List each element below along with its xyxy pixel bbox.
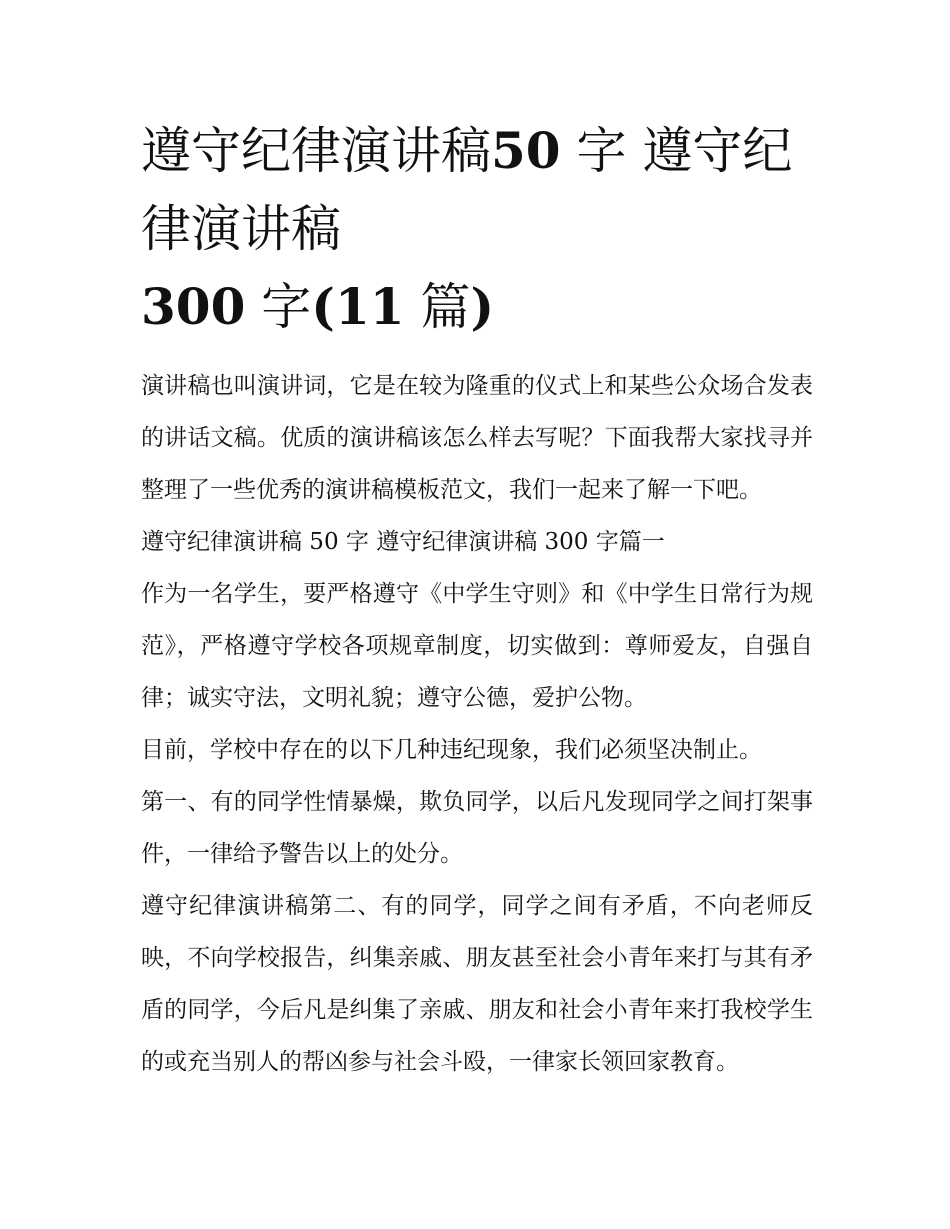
- title-part: ): [470, 277, 495, 336]
- section-heading: 遵守纪律演讲稿 50 字 遵守纪律演讲稿 300 字篇一: [141, 529, 665, 555]
- body-paragraph: 第一、有的同学性情暴燥，欺负同学，以后凡发现同学之间打架事件，一律给予警告以上的处分。: [141, 789, 813, 867]
- body-paragraph: 作为一名学生，要严格遵守《中学生守则》和《中学生日常行为规范》，严格遵守学校各项规章制度，切实做到：尊师爱友，自强自律；诚实守法，文明礼貌；遵守公德，爱护公物。: [141, 581, 813, 711]
- title-part: 字 遵守纪律演讲稿: [141, 122, 793, 258]
- document-title: [141, 112, 813, 346]
- title-part: 300: [141, 277, 246, 336]
- title-part: 字: [245, 278, 312, 336]
- title-part: 遵守纪律演讲稿: [141, 122, 491, 180]
- document-page: [141, 112, 813, 1088]
- title-part: (11: [311, 277, 405, 336]
- intro-paragraph: 演讲稿也叫演讲词，它是在较为隆重的仪式上和某些公众场合发表的讲话文稿。优质的演讲稿该怎么样去写呢？下面我帮大家找寻并整理了一些优秀的演讲稿模板范文，我们一起来了解一下吧。: [141, 373, 813, 503]
- body-paragraph: 遵守纪律演讲稿第二、有的同学，同学之间有矛盾，不向老师反映，不向学校报告，纠集亲戚、朋友甚至社会小青年来打与其有矛盾的同学，今后凡是纠集了亲戚、朋友和社会小青年来打我校学生的或充当别人的帮凶参与社会斗殴，一律家长领回家教育。: [141, 893, 813, 1075]
- body-paragraph: 目前，学校中存在的以下几种违纪现象，我们必须坚决制止。: [141, 737, 762, 763]
- title-part: 50: [491, 121, 561, 180]
- title-part: 篇: [404, 278, 471, 336]
